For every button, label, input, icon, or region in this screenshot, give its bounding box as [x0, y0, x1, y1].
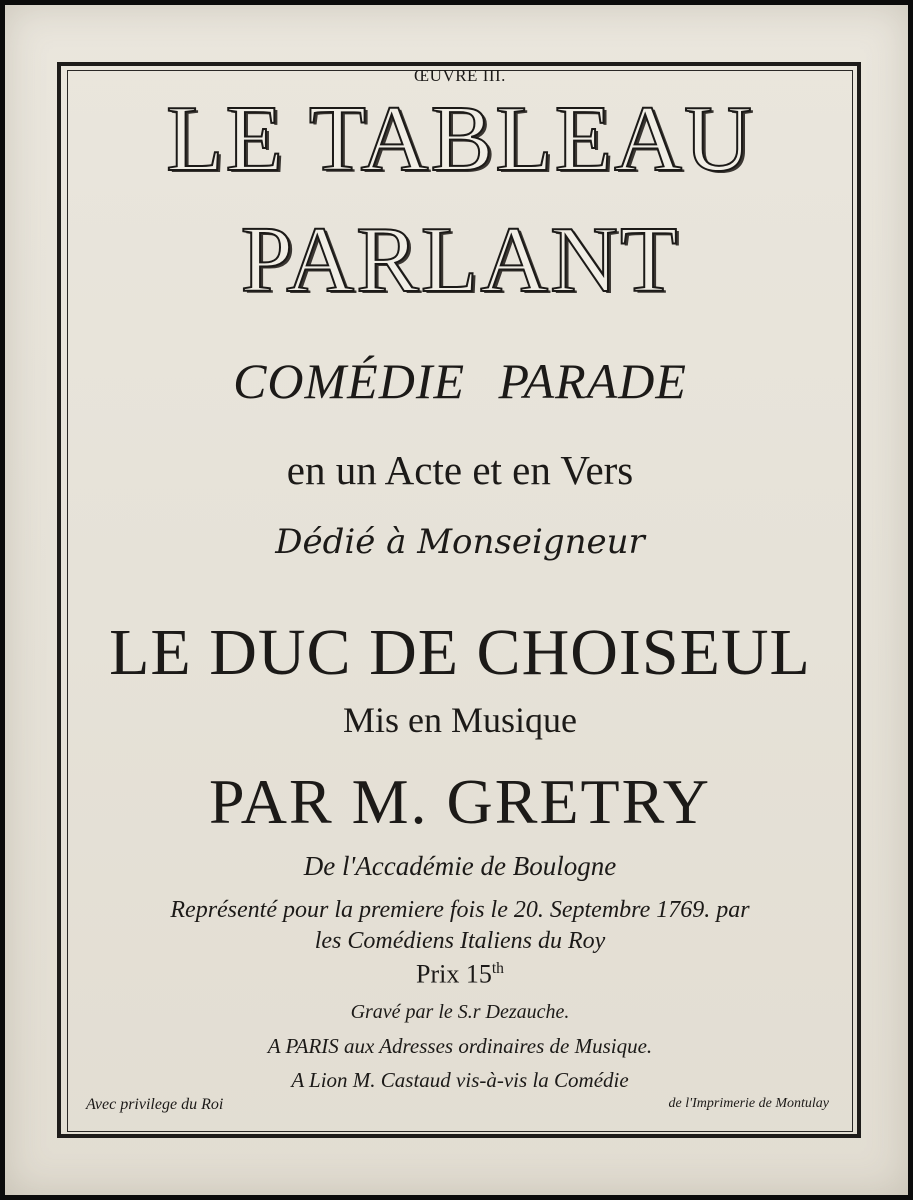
price-label: Prix 15: [416, 959, 492, 989]
opus-number: ŒUVRE III.: [414, 66, 506, 85]
price: [67, 961, 853, 988]
publisher-paris: A PARIS aux Adresses ordinaires de Musique.: [267, 1034, 653, 1058]
premiere-line-2: les Comédiens Italiens du Roy: [314, 928, 606, 954]
music-line: Mis en Musique: [343, 700, 577, 740]
dedicatee: LE DUC DE CHOISEUL: [109, 616, 811, 689]
publisher-lyon: A Lion M. Castaud vis-à-vis la Comédie: [291, 1068, 629, 1092]
title-line-1: LE TABLEAU: [166, 87, 754, 191]
price-unit: th: [491, 960, 504, 977]
composer-affiliation: De l'Accadémie de Boulogne: [303, 851, 617, 881]
dedication-line: Dédié à Monseigneur: [275, 522, 645, 562]
royal-privilege: Avec privilege du Roi: [86, 1096, 224, 1113]
engraver: Gravé par le S.r Dezauche.: [350, 1001, 570, 1023]
genre: COMÉDIE PARADE: [233, 353, 687, 409]
form-line: en un Acte et en Vers: [286, 447, 634, 493]
composer: PAR M. GRETRY: [209, 766, 711, 837]
title-line-2: PARLANT: [240, 208, 680, 312]
printer: de l'Imprimerie de Montulay: [668, 1096, 829, 1111]
premiere-line-1: Représenté pour la premiere fois le 20. Septembre 1769. par: [170, 897, 750, 923]
